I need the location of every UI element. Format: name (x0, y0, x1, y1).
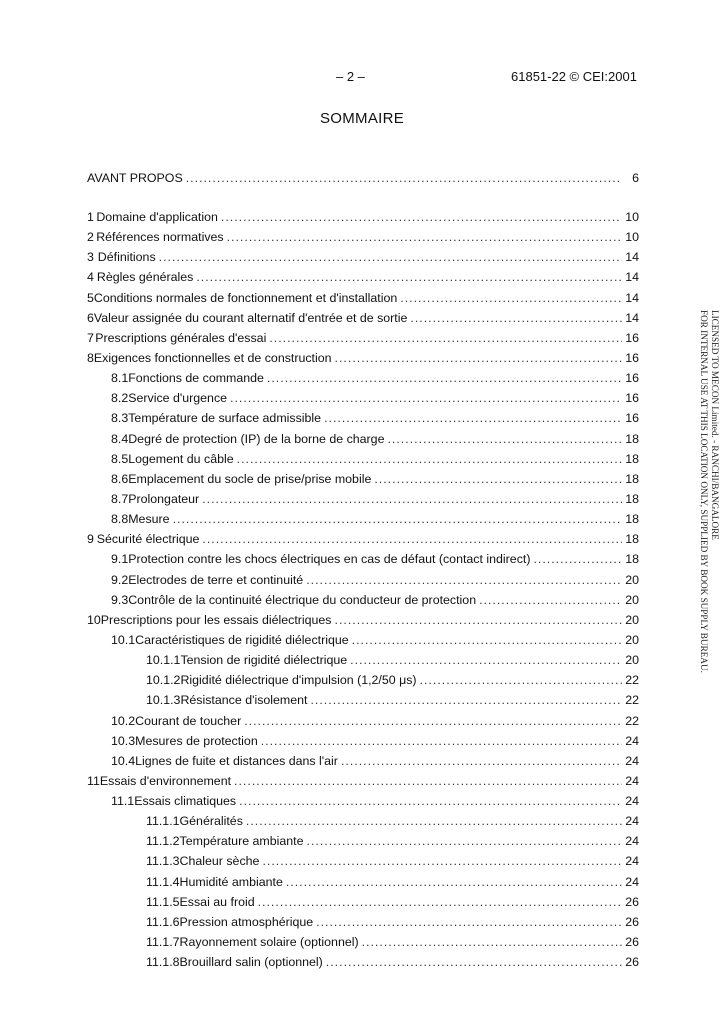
toc-entry-page: 18 (625, 431, 639, 446)
toc-entry-number: 6 (87, 310, 94, 325)
toc-leader-dots (341, 753, 622, 769)
toc-entry (111, 511, 639, 527)
toc-entry-number: 5 (87, 290, 94, 305)
toc-leader-dots (246, 813, 622, 829)
toc-entry-number: 10.1.1 (146, 653, 181, 668)
toc-entry-label: AVANT PROPOS (87, 171, 183, 185)
toc-entry (111, 572, 639, 588)
toc-entry-page: 24 (625, 834, 639, 849)
toc-leader-dots (262, 853, 622, 869)
toc-entry-number: 9.3 (111, 592, 129, 607)
toc-entry (146, 813, 639, 829)
toc-leader-dots (335, 612, 622, 628)
toc-entry (87, 531, 639, 547)
toc-entry-page: 16 (625, 391, 639, 406)
toc-entry-page: 26 (625, 935, 639, 950)
toc-entry-number: 10.3 (111, 733, 136, 748)
toc-entry-page: 6 (632, 171, 639, 185)
toc-entry-label: Brouillard salin (optionnel) (179, 955, 323, 970)
toc-entry-number: 3 (87, 250, 94, 265)
toc-entry (111, 592, 639, 608)
toc-entry (111, 451, 639, 467)
toc-entry-page: 18 (625, 471, 639, 486)
toc-entry-number: 7 (87, 330, 94, 345)
toc-entry-number: 8.7 (111, 491, 129, 506)
toc-entry-number: 11.1.2 (146, 834, 180, 849)
toc-entry-page: 20 (625, 612, 639, 627)
toc-entry (111, 793, 639, 809)
toc-entry-label: Références normatives (96, 230, 224, 245)
toc-entry-label: Température ambiante (179, 834, 304, 849)
toc-entry (146, 914, 639, 930)
toc-entry (146, 833, 639, 849)
toc-leader-dots (258, 894, 622, 910)
toc-entry (87, 350, 639, 366)
toc-entry (111, 551, 639, 567)
page-number: – 2 – (336, 69, 365, 84)
toc-leader-dots (420, 672, 622, 688)
toc-entry-page: 24 (625, 733, 639, 748)
toc-entry-page: 18 (625, 491, 639, 506)
page-title: SOMMAIRE (319, 110, 405, 127)
toc-leader-dots (324, 410, 622, 426)
toc-entry-number: 8.2 (111, 391, 129, 406)
toc-entry-label: Lignes de fuite et distances dans l'air (135, 753, 338, 768)
toc-entry-label: Mesure (128, 512, 170, 527)
toc-entry-label: Prescriptions générales d'essai (95, 330, 267, 345)
toc-entry-label: Rigidité diélectrique d'impulsion (1,2/50 μs) (180, 673, 417, 688)
toc-leader-dots (173, 511, 622, 527)
toc-leader-dots (237, 451, 622, 467)
toc-entry-page: 26 (625, 914, 639, 929)
toc-entry-number: 8.4 (111, 431, 129, 446)
toc-leader-dots (227, 229, 622, 245)
toc-leader-dots (244, 713, 622, 729)
toc-leader-dots (410, 310, 622, 326)
toc-entry-label: Degré de protection (IP) de la borne de charge (128, 431, 385, 446)
toc-leader-dots (202, 531, 622, 547)
toc-entry-number: 11.1.8 (146, 955, 180, 970)
toc-entry (87, 269, 639, 285)
toc-leader-dots (310, 692, 622, 708)
toc-entry (146, 954, 639, 970)
toc-entry-page: 20 (625, 632, 639, 647)
toc-entry-number: 11.1.4 (146, 874, 180, 889)
toc-leader-dots (221, 209, 622, 225)
toc-entry-page: 24 (625, 874, 639, 889)
toc-entry (111, 390, 639, 406)
toc-entry (87, 330, 639, 346)
toc-leader-dots (159, 249, 622, 265)
toc-entry-number: 8.5 (111, 451, 129, 466)
toc-entry-label: Contrôle de la continuité électrique du conducteur de protection (128, 592, 477, 607)
toc-entry-label: Exigences fonctionnelles et de construction (93, 350, 332, 365)
toc-entry-label: Humidité ambiante (179, 874, 283, 889)
toc-entry-number: 11.1.7 (146, 935, 180, 950)
toc-entry-page: 18 (625, 451, 639, 466)
toc-entry-page: 26 (625, 955, 639, 970)
toc-leader-dots (196, 269, 622, 285)
toc-entry-label: Règles générales (96, 270, 194, 285)
toc-entry-page: 14 (625, 270, 639, 285)
toc-entry-label: Mesures de protection (135, 733, 258, 748)
toc-entry-page: 20 (625, 592, 639, 607)
toc-entry-number: 8.3 (111, 411, 129, 426)
license-line-2: FOR INTERNAL USE AT THIS LOCATION ONLY, SUPPLIED BY BOOK SUPPLY BUREAU. (699, 310, 709, 673)
toc-entry-label: Prolongateur (128, 491, 200, 506)
toc-entry (146, 874, 639, 890)
toc-entry-label: Rayonnement solaire (optionnel) (179, 935, 359, 950)
toc-entry-number: 9.1 (111, 552, 129, 567)
toc-entry (146, 853, 639, 869)
toc-entry-number: 11.1.3 (146, 854, 180, 869)
toc-entry-label: Généralités (179, 814, 243, 829)
toc-entry-label: Essais climatiques (134, 794, 237, 809)
toc-entry-label: Tension de rigidité diélectrique (180, 653, 348, 668)
toc-entry (87, 773, 639, 789)
toc-entry-label: Service d'urgence (128, 391, 228, 406)
toc-entry (87, 290, 639, 306)
toc-entry (87, 310, 639, 326)
toc-entry-number: 11.1.5 (146, 894, 180, 909)
toc-leader-dots (267, 370, 622, 386)
toc-entry-page: 18 (625, 552, 639, 567)
toc-leader-dots (374, 471, 622, 487)
toc-entry-label: Pression atmosphérique (179, 914, 314, 929)
toc-entry-page: 24 (625, 854, 639, 869)
toc-entry-label: Chaleur sèche (179, 854, 260, 869)
toc-entry-number: 8.1 (111, 371, 129, 386)
toc-entry-label: Essai au froid (179, 894, 255, 909)
toc-entry-number: 10.1 (111, 632, 136, 647)
toc-entry-label: Prescriptions pour les essais diélectriques (100, 612, 332, 627)
toc-entry-page: 22 (625, 673, 639, 688)
toc-entry (146, 692, 639, 708)
toc-entry (111, 431, 639, 447)
toc-entry-page: 20 (625, 572, 639, 587)
toc-entry-page: 24 (625, 753, 639, 768)
toc-entry-label: Sécurité électrique (96, 532, 200, 547)
toc-leader-dots (479, 592, 622, 608)
toc-leader-dots (306, 572, 622, 588)
toc-entry-page: 26 (625, 894, 639, 909)
toc-entry-number: 9.2 (111, 572, 129, 587)
toc-entry-label: Domaine d'application (96, 210, 218, 224)
toc-entry-number: 10.1.3 (146, 693, 181, 708)
toc-entry-number: 4 (87, 270, 94, 285)
toc-entry-label: Valeur assignée du courant alternatif d'entrée et de sortie (93, 310, 408, 325)
toc-entry (87, 612, 639, 628)
toc-entry-label: Résistance d'isolement (180, 693, 308, 708)
toc-leader-dots (316, 914, 622, 930)
toc-leader-dots (269, 330, 622, 346)
toc-entry-number: 10.4 (111, 753, 136, 768)
toc-entry-label: Définitions (97, 250, 156, 265)
toc-entry-number: 8.6 (111, 471, 129, 486)
toc-entry (87, 229, 639, 245)
toc-leader-dots (387, 431, 622, 447)
toc-leader-dots (286, 874, 622, 890)
toc-leader-dots (230, 390, 622, 406)
toc-entry-page: 24 (625, 773, 639, 788)
toc-entry-label: Emplacement du socle de prise/prise mobile (128, 471, 372, 486)
toc-entry (87, 170, 639, 186)
toc-entry-page: 14 (625, 250, 639, 265)
toc-entry-page: 16 (625, 350, 639, 365)
toc-leader-dots (400, 290, 622, 306)
toc-entry (111, 632, 639, 648)
toc-entry (146, 934, 639, 950)
toc-entry-number: 9 (87, 532, 94, 547)
toc-entry-page: 14 (625, 290, 639, 305)
toc-leader-dots (326, 954, 622, 970)
toc-entry-label: Electrodes de terre et continuité (128, 572, 304, 587)
toc-entry-page: 24 (625, 794, 639, 809)
toc-entry-page: 24 (625, 814, 639, 829)
toc-leader-dots (307, 833, 622, 849)
toc-entry-page: 16 (625, 411, 639, 426)
toc-entry (111, 753, 639, 769)
toc-entry-number: 10.2 (111, 713, 136, 728)
document-reference: 61851-22 © CEI:2001 (511, 69, 637, 84)
toc-leader-dots (234, 773, 622, 789)
toc-entry (111, 471, 639, 487)
toc-entry-number: 2 (87, 230, 94, 245)
toc-entry-label: Caractéristiques de rigidité diélectrique (135, 632, 349, 647)
toc-entry-number: 10 (87, 612, 101, 627)
toc-entry-page: 10 (625, 230, 639, 245)
toc-entry (111, 713, 639, 729)
toc-entry-page: 16 (625, 330, 639, 345)
toc-entry (146, 672, 639, 688)
toc-entry-number: 11.1.1 (146, 814, 180, 829)
toc-entry (87, 249, 639, 265)
toc-leader-dots (202, 491, 622, 507)
toc-entry-page: 14 (625, 310, 639, 325)
toc-entry (111, 733, 639, 749)
toc-entry-page: 22 (625, 713, 639, 728)
toc-entry-label: Température de surface admissible (128, 411, 322, 426)
toc-leader-dots (362, 934, 622, 950)
toc-entry (111, 370, 639, 386)
toc-entry (111, 491, 639, 507)
toc-entry-number: 8 (87, 350, 94, 365)
toc-entry-label: Courant de toucher (135, 713, 242, 728)
toc-entry-label: Protection contre les chocs électriques en cas de défaut (contact indirect) (128, 552, 531, 567)
toc-entry-label: Conditions normales de fonctionnement et d'installation (93, 290, 398, 305)
toc-leader-dots (261, 733, 622, 749)
toc-entry-number: 11 (87, 773, 100, 788)
toc-entry-label: Fonctions de commande (128, 371, 264, 386)
license-line-1: LICENSED TO MECON Limited. - RANCHI/BANGALORE (710, 310, 720, 540)
toc-entry (111, 410, 639, 426)
toc-leader-dots (335, 350, 622, 366)
toc-entry-page: 18 (625, 512, 639, 527)
toc-entry-page: 10 (625, 210, 639, 224)
toc-entry-number: 1 (87, 210, 94, 224)
toc-entry-page: 22 (625, 693, 639, 708)
toc-leader-dots (350, 652, 622, 668)
toc-entry-number: 8.8 (111, 512, 129, 527)
toc-entry-page: 18 (625, 532, 639, 547)
toc-entry-number: 11.1 (111, 794, 135, 809)
toc-leader-dots (186, 170, 622, 186)
toc-entry-number: 10.1.2 (146, 673, 181, 688)
toc-leader-dots (352, 632, 622, 648)
toc-entry (146, 894, 639, 910)
toc-entry-page: 16 (625, 371, 639, 386)
toc-leader-dots (239, 793, 622, 809)
license-notice (698, 310, 720, 673)
toc-leader-dots (533, 551, 622, 567)
toc-entry-label: Essais d'environnement (99, 773, 232, 788)
toc-entry-label: Logement du câble (128, 451, 234, 466)
toc-entry (146, 652, 639, 668)
toc-entry (87, 209, 639, 225)
toc-entry-number: 11.1.6 (146, 914, 180, 929)
toc-entry-page: 20 (625, 653, 639, 668)
